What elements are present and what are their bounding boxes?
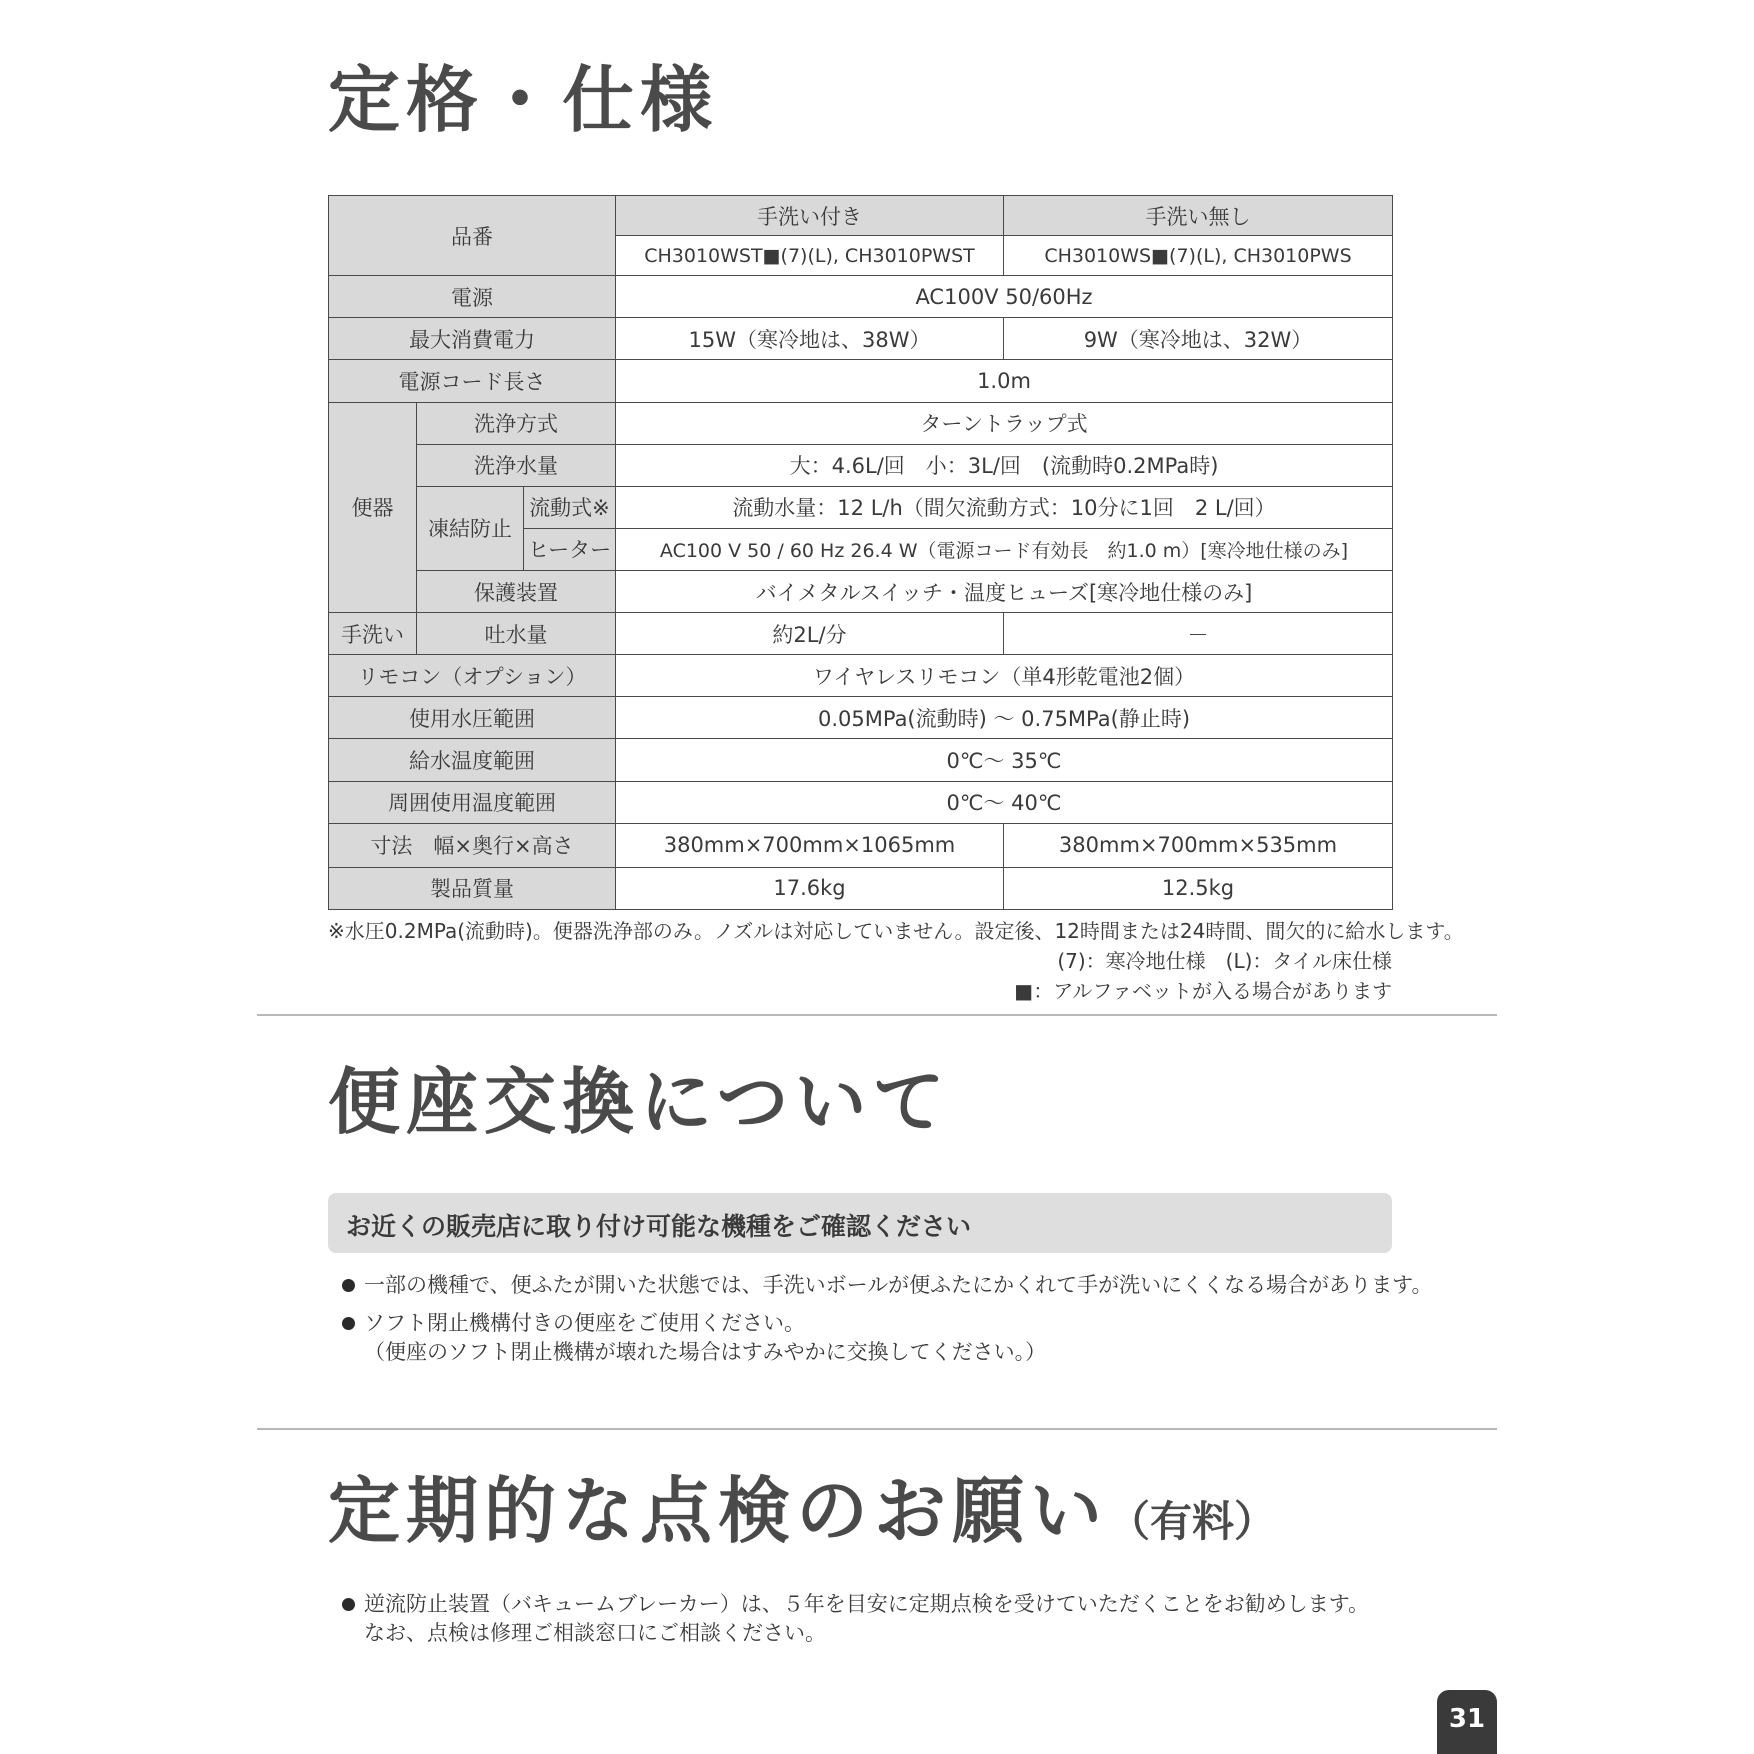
section-title-inspection [328, 1469, 1277, 1553]
cell-flush-method-value: ターントラップ式 [616, 402, 1393, 444]
cell-max-power-without: 9W（寒冷地は、32W） [1004, 318, 1393, 360]
page-number-badge [1437, 1690, 1497, 1754]
notice-banner [328, 1193, 1392, 1253]
cell-spout-without: － [1004, 613, 1393, 655]
cell-flush-method-label: 洗浄方式 [417, 402, 616, 444]
cell-flush-volume-label: 洗浄水量 [417, 444, 616, 486]
notice-banner-text: お近くの販売店に取り付け可能な機種をご確認ください [346, 1212, 972, 1241]
section-title-seat: 便座交換について [328, 1060, 951, 1144]
cell-freeze-label: 凍結防止 [417, 486, 524, 570]
seat-bullet-list [340, 1271, 1432, 1376]
cell-protection-label: 保護装置 [417, 570, 616, 612]
cell-handwash-label: 手洗い [329, 613, 417, 655]
cell-flow-type-value: 流動水量：12 L/h（間欠流動方式：10分に1回 2 L/回） [616, 486, 1393, 528]
divider [257, 1014, 1497, 1016]
cell-dims-with: 380mm×700mm×1065mm [616, 823, 1004, 867]
bullet-dot-icon [342, 1317, 355, 1330]
cell-flush-volume-value: 大：4.6L/回 小：3L/回 (流動時0.2MPa時) [616, 444, 1393, 486]
cell-mass-without: 12.5kg [1004, 867, 1393, 909]
cell-mass-label: 製品質量 [329, 867, 616, 909]
bullet-dot-icon [342, 1598, 355, 1611]
cell-flow-type-label: 流動式※ [524, 486, 616, 528]
cell-spout-with: 約2L/分 [616, 613, 1004, 655]
cell-max-power-with: 15W（寒冷地は、38W） [616, 318, 1004, 360]
cell-hinban-label: 品番 [329, 196, 616, 276]
bullet-dot-icon [342, 1279, 355, 1292]
cell-cord-label: 電源コード長さ [329, 360, 616, 402]
inspection-title-text: 定期的な点検のお願い [328, 1469, 1109, 1553]
cell-max-power-label: 最大消費電力 [329, 318, 616, 360]
cell-ambient-temp-value: 0℃～ 40℃ [616, 781, 1393, 823]
cell-toilet-label: 便器 [329, 402, 417, 613]
cell-model-without-wash: CH3010WS■(7)(L), CH3010PWS [1004, 236, 1393, 276]
cell-ambient-temp-label: 周囲使用温度範囲 [329, 781, 616, 823]
cell-pressure-value: 0.05MPa(流動時) ～ 0.75MPa(静止時) [616, 697, 1393, 739]
list-item [340, 1271, 1432, 1300]
cell-remote-value: ワイヤレスリモコン（単4形乾電池2個） [616, 655, 1393, 697]
cell-protection-value: バイメタルスイッチ・温度ヒューズ[寒冷地仕様のみ] [616, 570, 1393, 612]
spec-table [328, 195, 1393, 910]
footnote-model-codes: (7)：寒冷地仕様 (L)：タイル床仕様 [1057, 949, 1392, 973]
cell-dims-label: 寸法 幅×奥行×高さ [329, 823, 616, 867]
cell-heater-label: ヒーター [524, 528, 616, 570]
cell-heater-value: AC100 V 50 / 60 Hz 26.4 W（電源コード有効長 約1.0 m）[寒冷地仕様のみ] [616, 528, 1393, 570]
inspection-bullet-list [340, 1590, 1369, 1657]
cell-water-temp-value: 0℃～ 35℃ [616, 739, 1393, 781]
bullet-text: 一部の機種で、便ふたが開いた状態では、手洗いボールが便ふたにかくれて手が洗いにくくなる場合があります。 [364, 1273, 1433, 1297]
cell-power-value: AC100V 50/60Hz [616, 276, 1393, 318]
bullet-continuation: （便座のソフト閉止機構が壊れた場合はすみやかに交換してください。） [364, 1340, 1047, 1364]
bullet-text: 逆流防止装置（バキュームブレーカー）は、５年を目安に定期点検を受けていただくことをお勧めします。 [364, 1592, 1370, 1616]
cell-water-temp-label: 給水温度範囲 [329, 739, 616, 781]
list-item [340, 1309, 1432, 1367]
cell-power-label: 電源 [329, 276, 616, 318]
bullet-continuation: なお、点検は修理ご相談窓口にご相談ください。 [364, 1621, 826, 1645]
cell-remote-label: リモコン（オプション） [329, 655, 616, 697]
page-number: 31 [1448, 1704, 1486, 1734]
section-title-specs: 定格・仕様 [328, 58, 719, 142]
footnote-pressure: ※水圧0.2MPa(流動時)。便器洗浄部のみ。ノズルは対応していません。設定後、12時間または24時間、間欠的に給水します。 [328, 919, 1464, 943]
inspection-title-suffix: （有料） [1108, 1497, 1277, 1546]
cell-dims-without: 380mm×700mm×535mm [1004, 823, 1393, 867]
bullet-text: ソフト閉止機構付きの便座をご使用ください。 [364, 1311, 805, 1335]
footnote-alphabet: ■：アルファベットが入る場合があります [1014, 979, 1392, 1003]
cell-mass-with: 17.6kg [616, 867, 1004, 909]
cell-model-with-wash: CH3010WST■(7)(L), CH3010PWST [616, 236, 1004, 276]
cell-cord-value: 1.0m [616, 360, 1393, 402]
cell-col-with-wash: 手洗い付き [616, 196, 1004, 236]
cell-col-without-wash: 手洗い無し [1004, 196, 1393, 236]
divider [257, 1428, 1497, 1430]
cell-spout-label: 吐水量 [417, 613, 616, 655]
list-item [340, 1590, 1369, 1648]
cell-pressure-label: 使用水圧範囲 [329, 697, 616, 739]
